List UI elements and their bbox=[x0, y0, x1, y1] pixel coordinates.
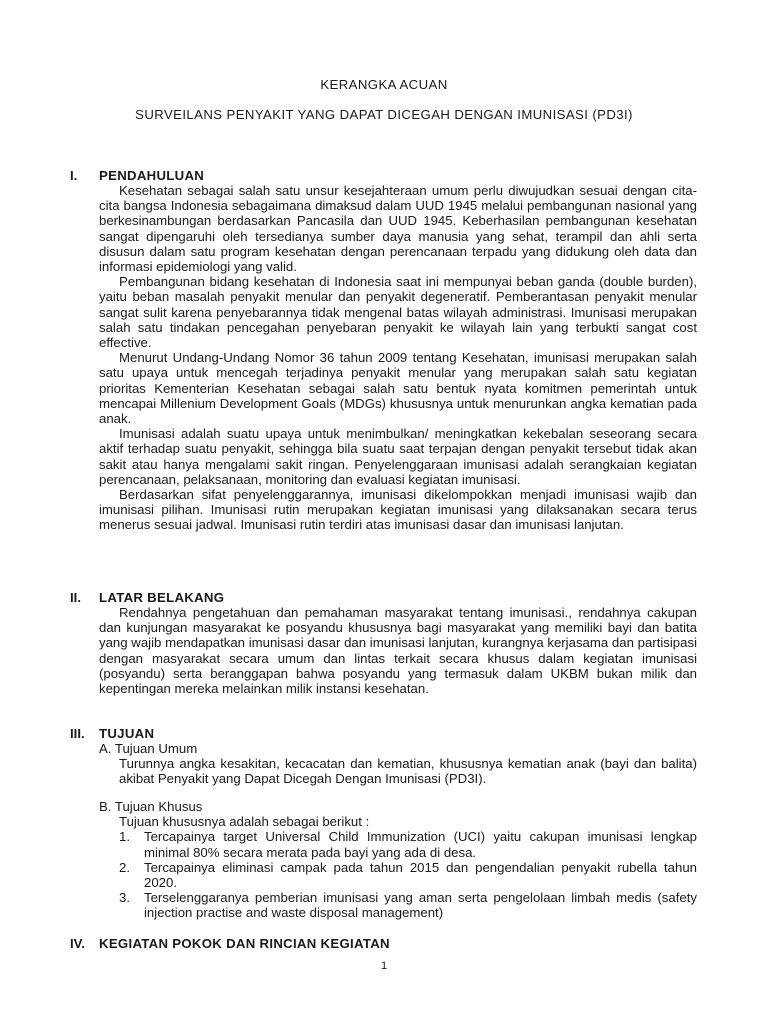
section-title: PENDAHULUAN bbox=[99, 168, 205, 183]
paragraph: Rendahnya pengetahuan dan pemahaman masyarakat tentang imunisasi., rendahnya cakupan dan kunjungan masyarakat ke posyandu khususnya bagi masyarakat yang memiliki bayi dan batita yang wajib mendapatkan imunisasi dasar dan imunisasi lanjutan, kurangnya kerjasama dan partisipasi dengan masyarakat secara umum dan lintas terkait secara khusus dalam kegiatan imunisasi (posyandu) serta beranggapan bahwa posyandu yang termasuk dalam UKBM bukan milik dan kepentingan mereka melainkan milik instansi kesehatan. bbox=[99, 605, 697, 697]
subsection-label: A. Tujuan Umum bbox=[99, 741, 198, 756]
section-body bbox=[99, 183, 697, 533]
section-body bbox=[99, 605, 697, 696]
list-item-text: Tercapainya target Universal Child Immunization (UCI) yaitu cakupan imunisasi lengkap minimal 80% secara merata pada bayi yang ada di desa. bbox=[144, 829, 697, 860]
list-item bbox=[119, 890, 697, 920]
list-item bbox=[119, 829, 697, 859]
section-number: I. bbox=[70, 168, 78, 183]
paragraph: Turunnya angka kesakitan, kecacatan dan kematian, khususnya kematian anak (bayi dan balita) akibat Penyakit yang Dapat Dicegah Dengan Imunisasi (PD3I). bbox=[119, 756, 697, 787]
section-number: II. bbox=[70, 590, 81, 605]
document-title: KERANGKA ACUAN bbox=[320, 77, 448, 92]
page-number: 1 bbox=[380, 960, 388, 972]
section-title: TUJUAN bbox=[99, 726, 155, 741]
paragraph: Pembangunan bidang kesehatan di Indonesia saat ini mempunyai beban ganda (double burden), yaitu beban masalah penyakit menular dan penyakit degeneratif. Pemberantasan penyakit menular sangat sulit karena penyebarannya tidak mengenal batas wilayah administrasi. Imunisasi merupakan salah satu tindakan pencegahan penyebaran penyakit ke wilayah lain yang terbukti sangat cost effective. bbox=[99, 274, 697, 351]
list-item-text: Terselenggaranya pemberian imunisasi yang aman serta pengelolaan limbah medis (safety injection practise and waste disposal management) bbox=[144, 890, 697, 921]
list-item bbox=[119, 860, 697, 890]
list-item-number: 2. bbox=[119, 859, 130, 875]
section-number: IV. bbox=[70, 936, 85, 951]
list-item-number: 1. bbox=[119, 829, 130, 845]
paragraph: Berdasarkan sifat penyelenggarannya, imunisasi dikelompokkan menjadi imunisasi wajib dan imunisasi pilihan. Imunisasi rutin merupakan kegiatan imunisasi yang dilaksanakan secara terus menerus sesuai jadwal. Imunisasi rutin terdiri atas imunisasi dasar dan imunisasi lanjutan. bbox=[99, 487, 697, 533]
paragraph: Imunisasi adalah suatu upaya untuk menimbulkan/ meningkatkan kekebalan seseorang secara aktif terhadap suatu penyakit, sehingga bila suatu saat terpajan dengan penyakit tersebut tidak akan sakit atau hanya mengalami sakit ringan. Penyelenggaraan imunisasi adalah serangkaian kegiatan perencanaan, pelaksanaan, monitoring dan evaluasi kegiatan imunisasi. bbox=[99, 426, 697, 487]
subsection-tujuan-khusus bbox=[99, 799, 697, 921]
section-number: III. bbox=[70, 726, 85, 741]
list-item-number: 3. bbox=[119, 890, 130, 906]
paragraph: Kesehatan sebagai salah satu unsur kesejahteraan umum perlu diwujudkan sesuai dengan cita-cita bangsa Indonesia sebagaimana dimaksud dalam UUD 1945 melalui pembangunan nasional yang berkesinambungan berdasarkan Pancasila dan UUD 1945. Keberhasilan pembangunan kesehatan sangat dipengaruhi oleh tersedianya sumber daya manusia yang sehat, terampil dan ahli serta disusun dalam satu program kesehatan dengan perencanaan terpadu yang didukung oleh data dan informasi epidemiologi yang valid. bbox=[99, 183, 697, 275]
section-title: LATAR BELAKANG bbox=[99, 590, 225, 605]
subsection-tujuan-umum bbox=[99, 741, 697, 787]
section-title: KEGIATAN POKOK DAN RINCIAN KEGIATAN bbox=[99, 936, 390, 951]
document-subtitle: SURVEILANS PENYAKIT YANG DAPAT DICEGAH DENGAN IMUNISASI (PD3I) bbox=[135, 107, 633, 122]
list-intro: Tujuan khususnya adalah sebagai berikut : bbox=[119, 814, 370, 830]
numbered-list bbox=[119, 829, 697, 920]
subsection-label: B. Tujuan Khusus bbox=[99, 799, 203, 814]
list-item-text: Tercapainya eliminasi campak pada tahun 2015 dan pengendalian penyakit rubella tahun 2020. bbox=[144, 859, 697, 891]
paragraph: Menurut Undang-Undang Nomor 36 tahun 2009 tentang Kesehatan, imunisasi merupakan salah satu upaya untuk mencegah terjadinya penyakit menular yang merupakan salah satu kegiatan prioritas Kementerian Kesehatan sebagai salah satu bentuk nyata komitmen pemerintah untuk mencapai Millenium Development Goals (MDGs) khususnya untuk menurunkan angka kematian pada anak. bbox=[99, 350, 697, 427]
